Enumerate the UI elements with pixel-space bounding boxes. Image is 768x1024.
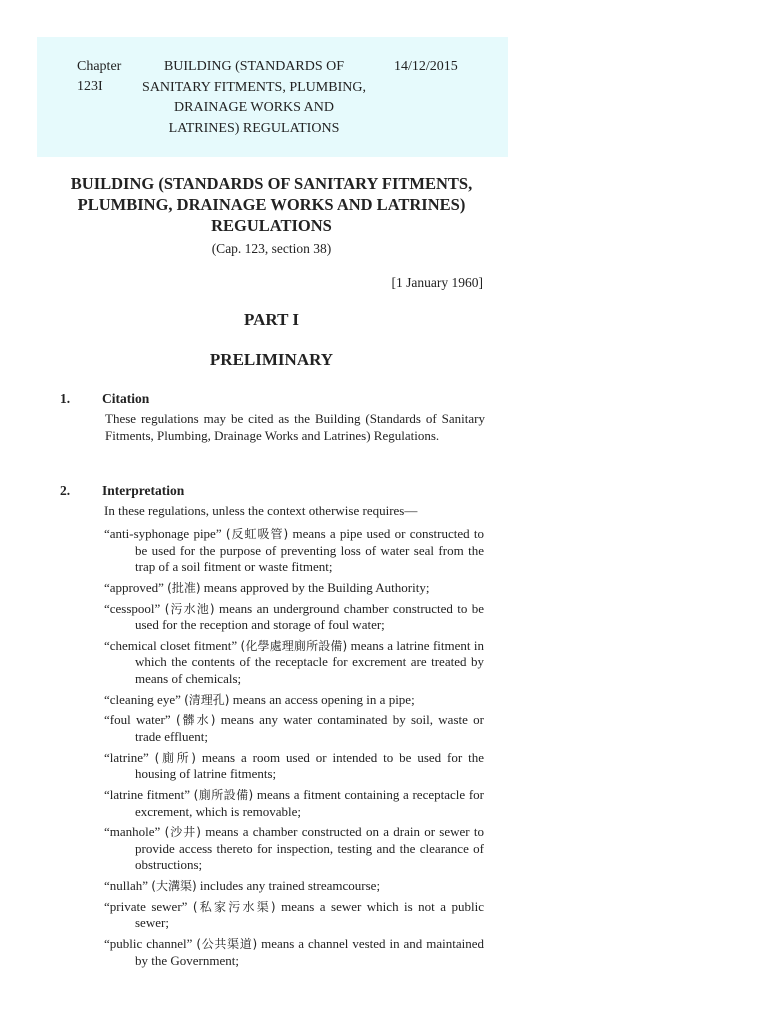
definition-item bbox=[104, 824, 484, 874]
definitions-list bbox=[104, 526, 484, 974]
definition-chinese-term: (化學處理廁所設備) bbox=[240, 638, 348, 653]
definition-term: “private sewer” bbox=[104, 898, 188, 914]
part-title: PRELIMINARY bbox=[209, 350, 334, 369]
definition-text: means a sewer which is not a public sewer; bbox=[135, 898, 484, 931]
definition-item bbox=[104, 878, 484, 895]
section-number: 1. bbox=[60, 391, 71, 406]
definition-text: means a chamber constructed on a drain or sewer to provide access thereto for inspection, testing and the clearance of obstructions; bbox=[135, 824, 484, 873]
definition-item bbox=[104, 601, 484, 634]
document-header bbox=[37, 37, 508, 157]
regulation-title: BUILDING (STANDARDS OF SANITARY FITMENTS, PLUMBING, DRAINAGE WORKS AND LATRINES) REGULATIONS bbox=[70, 174, 473, 235]
definition-chinese-term: (污水池) bbox=[164, 601, 215, 616]
section-number: 2. bbox=[60, 483, 71, 498]
definition-text: includes any trained streamcourse; bbox=[196, 878, 381, 894]
definition-chinese-term: (廁所設備) bbox=[193, 788, 254, 803]
authority-reference: (Cap. 123, section 38) bbox=[211, 241, 332, 256]
definition-chinese-term: (私家污水渠) bbox=[192, 899, 276, 914]
definition-text: means a pipe used or constructed to be used for the purpose of preventing loss of water seal from the trap of a soil fitment or waste fitment; bbox=[135, 526, 484, 574]
definition-text: means approved by the Building Authority; bbox=[200, 579, 430, 595]
definition-term: “latrine” bbox=[104, 749, 149, 765]
definition-term: “cesspool” bbox=[104, 600, 161, 616]
definition-chinese-term: (廁所) bbox=[154, 750, 196, 765]
definition-item bbox=[104, 692, 484, 709]
definition-term: “approved” bbox=[104, 579, 164, 595]
section-text: These regulations may be cited as the Building (Standards of Sanitary Fitments, Plumbing, Drainage Works and Latrines) Regulations. bbox=[105, 411, 485, 443]
header-title: BUILDING (STANDARDS OF SANITARY FITMENTS, PLUMBING, DRAINAGE WORKS AND LATRINES) REGULATIONS bbox=[142, 59, 366, 136]
definition-text: means any water contaminated by soil, waste or trade effluent; bbox=[135, 712, 485, 744]
definition-term: “public channel” bbox=[104, 936, 193, 952]
definition-item bbox=[104, 638, 484, 688]
definition-chinese-term: (大溝渠) bbox=[151, 879, 197, 894]
definition-item bbox=[104, 936, 484, 969]
definition-item bbox=[104, 750, 484, 783]
definition-term: “foul water” bbox=[104, 712, 171, 728]
header-date: 14/12/2015 bbox=[394, 59, 458, 74]
definition-item bbox=[104, 580, 484, 597]
part-number: PART I bbox=[244, 310, 299, 329]
definition-item bbox=[104, 526, 484, 576]
definition-chinese-term: (批准) bbox=[167, 580, 201, 595]
definition-text: means an underground chamber constructed to be used for the reception and storage of foul water; bbox=[135, 600, 484, 633]
definition-chinese-term: (公共渠道) bbox=[196, 937, 258, 952]
definition-term: “manhole” bbox=[104, 824, 161, 840]
definition-chinese-term: (清理孔) bbox=[184, 692, 230, 707]
chapter-number: Chapter 123I bbox=[77, 59, 122, 94]
commencement-date: [1 January 1960] bbox=[391, 275, 483, 290]
definition-item bbox=[104, 712, 484, 745]
definition-term: “cleaning eye” bbox=[104, 691, 181, 707]
definition-item bbox=[104, 787, 484, 820]
definition-text: means a latrine fitment in which the contents of the receptacle for excrement are treated by means of chemicals; bbox=[135, 637, 485, 686]
section-heading: Interpretation bbox=[102, 483, 185, 498]
definition-term: “latrine fitment” bbox=[104, 787, 190, 803]
definition-chinese-term: (反虹吸管) bbox=[225, 527, 289, 541]
definition-chinese-term: (髒水) bbox=[175, 713, 216, 728]
section-intro: In these regulations, unless the context otherwise requires— bbox=[104, 503, 418, 518]
definition-item bbox=[104, 899, 484, 932]
definition-term: “nullah” bbox=[104, 878, 149, 894]
definition-chinese-term: (沙井) bbox=[164, 825, 201, 840]
definition-text: means a channel vested in and maintained by the Government; bbox=[135, 936, 484, 968]
definition-text: means a fitment containing a receptacle for excrement, which is removable; bbox=[135, 787, 484, 819]
definition-term: “chemical closet fitment” bbox=[104, 637, 238, 653]
section-heading: Citation bbox=[102, 391, 150, 406]
definition-term: “anti-syphonage pipe” bbox=[104, 526, 222, 541]
definition-text: means a room used or intended to be used for the housing of latrine fitments; bbox=[135, 749, 484, 782]
definition-text: means an access opening in a pipe; bbox=[229, 691, 415, 707]
